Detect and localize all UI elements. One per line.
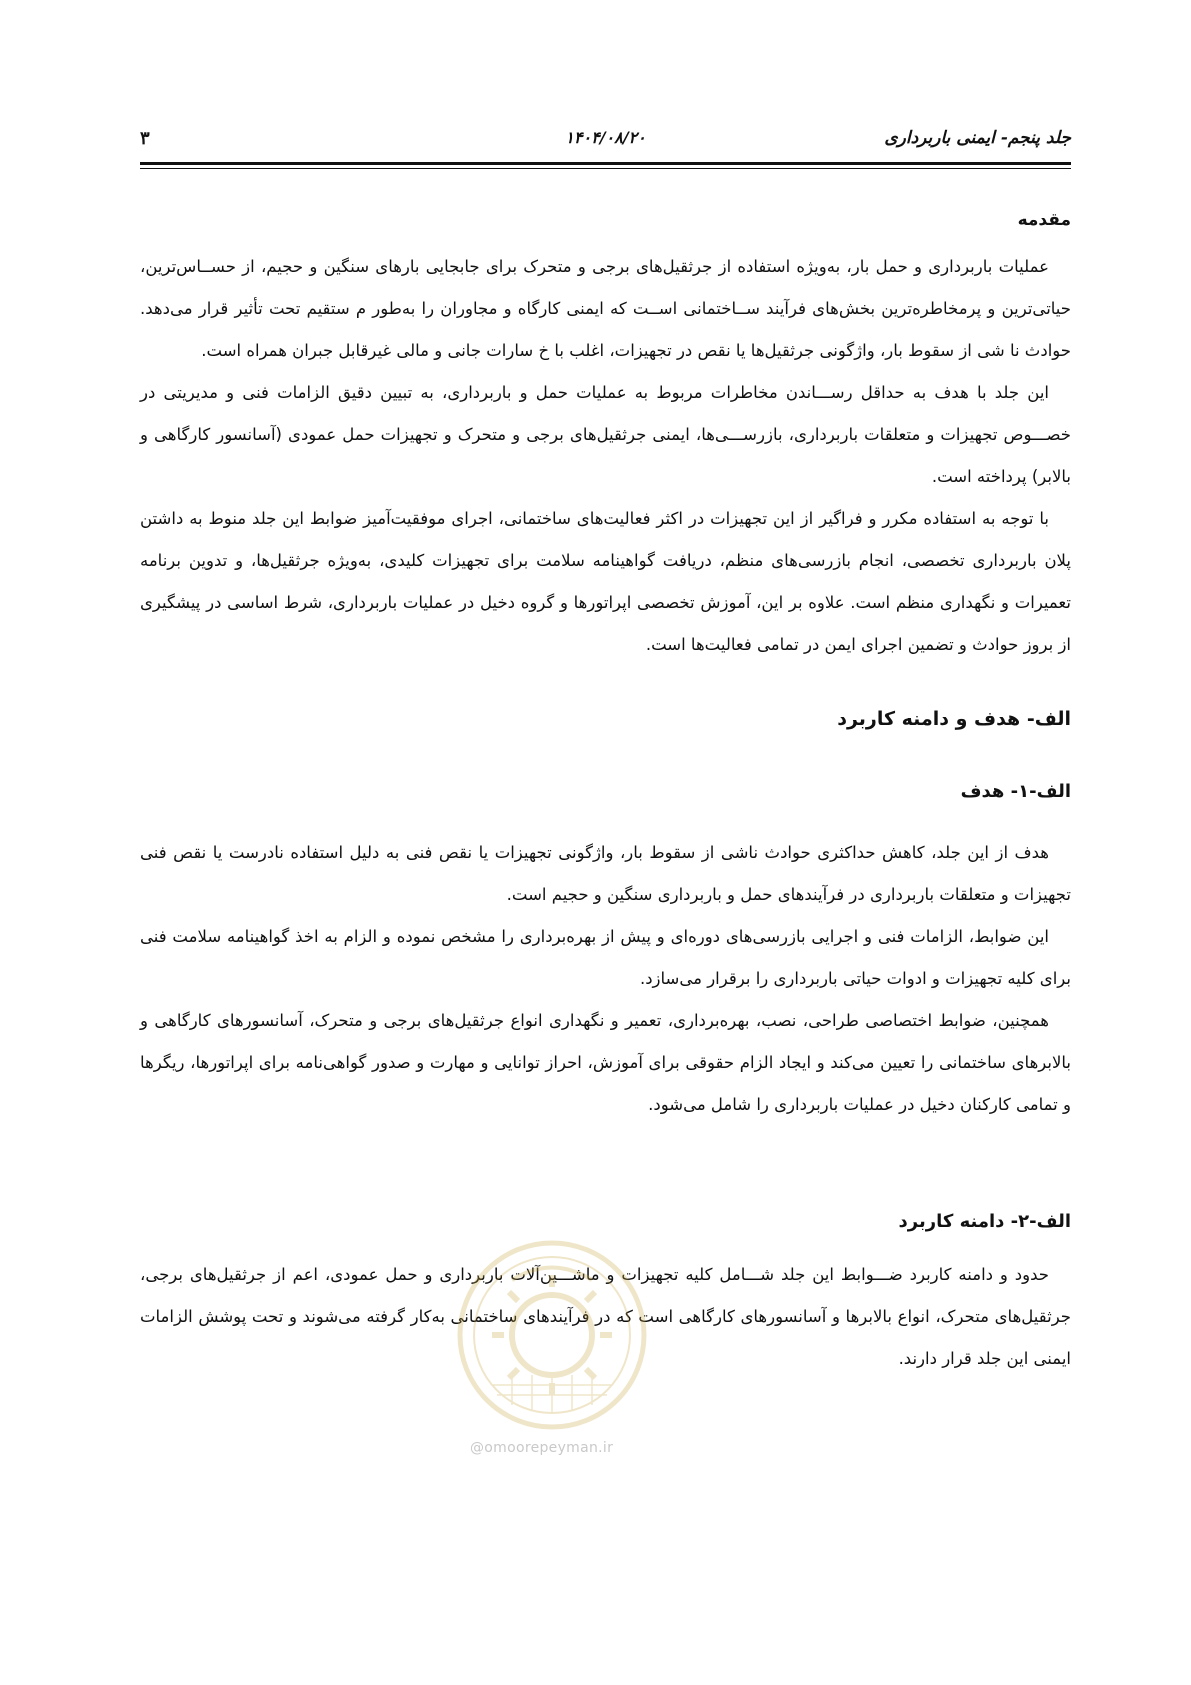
intro-paragraph: با توجه به استفاده مکرر و فراگیر از این تجهیزات در اکثر فعالیت‌های ساختمانی، اجرای موفقیت‌آمیز ضوابط این جلد منوط به داشتن پلان باربرداری تخصصی، انجام بازرسی‌های منظم، دریافت گواهینامه سلامت برای تجهیزات کلیدی، به‌ویژه جرثقیل‌ها، و تدوین برنامه تعمیرات و نگهداری منظم است. علاوه بر این، آموزش تخصصی اپراتورها و گروه دخیل در عملیات باربرداری، شرط اساسی در پیشگیری از بروز حوادث و تضمین اجرای ایمن در تمامی فعالیت‌ها است. [140,509,1071,654]
intro-paragraph: عملیات باربرداری و حمل بار، به‌ویژه استفاده از جرثقیل‌های برجی و متحرک برای جابجایی بارهای سنگین و حجیم، از حســاس‌ترین، حیاتی‌ترین و پرمخاطره‌ترین بخش‌های فرآیند ســاختمانی اســت که ایمنی کارگاه و مجاوران را به‌طور م ستقیم تحت تأثیر قرار می‌دهد. حوادث نا شی از سقوط بار، واژگونی جرثقیل‌ها یا نقص در تجهیزات، اغلب با خ سارات جانی و مالی غیرقابل جبران همراه است. [140,257,1071,360]
header-divider-thin [140,168,1071,169]
intro-heading: مقدمه [1017,210,1071,230]
page-number: ۳ [140,128,150,149]
section-heading: الف- هدف و دامنه کاربرد [837,708,1071,730]
subsection-heading-goal: الف-۱- هدف [960,781,1071,802]
watermark-url: @omoorepeyman.ir [470,1440,614,1456]
header-title: جلد پنجم- ایمنی باربرداری [884,128,1071,148]
goal-paragraph: این ضوابط، الزامات فنی و اجرایی بازرسی‌های دوره‌ای و پیش از بهره‌برداری را مشخص نموده و الزام به اخذ گواهینامه سلامت فنی برای کلیه تجهیزات و ادوات حیاتی باربرداری را برقرار می‌سازد. [140,927,1071,988]
goal-paragraph: هدف از این جلد، کاهش حداکثری حوادث ناشی از سقوط بار، واژگونی تجهیزات یا نقص فنی به دلیل استفاده نادرست یا نقص فنی تجهیزات و متعلقات باربرداری در فرآیندهای حمل و باربرداری سنگین و حجیم است. [140,843,1071,904]
subsection-heading-scope: الف-۲- دامنه کاربرد [898,1211,1071,1232]
header-divider-thick [140,162,1071,165]
intro-paragraph: این جلد با هدف به حداقل رســـاندن مخاطرات مربوط به عملیات حمل و باربرداری، به تبیین دقیق الزامات فنی و مدیریتی در خصـــوص تجهیزات و متعلقات باربرداری، بازرســـی‌ها، ایمنی جرثقیل‌های برجی و متحرک و تجهیزات حمل عمودی (آسانسور کارگاهی و بالابر) پرداخته است. [140,383,1071,486]
page-content [140,200,1071,1380]
header-date: ۱۴۰۴/۰۸/۲۰ [565,128,646,147]
scope-paragraph: حدود و دامنه کاربرد ضـــوابط این جلد شـــامل کلیه تجهیزات و ماشـــین‌آلات باربرداری و حمل عمودی، اعم از جرثقیل‌های برجی، جرثقیل‌های متحرک، انواع بالابرها و آسانسورهای کارگاهی است که در فرآیندهای ساختمانی به‌کار گرفته می‌شوند و تحت پوشش الزامات ایمنی این جلد قرار دارند. [140,1265,1071,1368]
page-header [140,128,1071,158]
goal-paragraph: همچنین، ضوابط اختصاصی طراحی، نصب، بهره‌برداری، تعمیر و نگهداری انواع جرثقیل‌های برجی و متحرک، آسانسورهای کارگاهی و بالابرهای ساختمانی را تعیین می‌کند و ایجاد الزام حقوقی برای آموزش، احراز توانایی و مهارت و صدور گواهی‌نامه برای اپراتورها، ریگرها و تمامی کارکنان دخیل در عملیات باربرداری را شامل می‌شود. [140,1011,1071,1114]
